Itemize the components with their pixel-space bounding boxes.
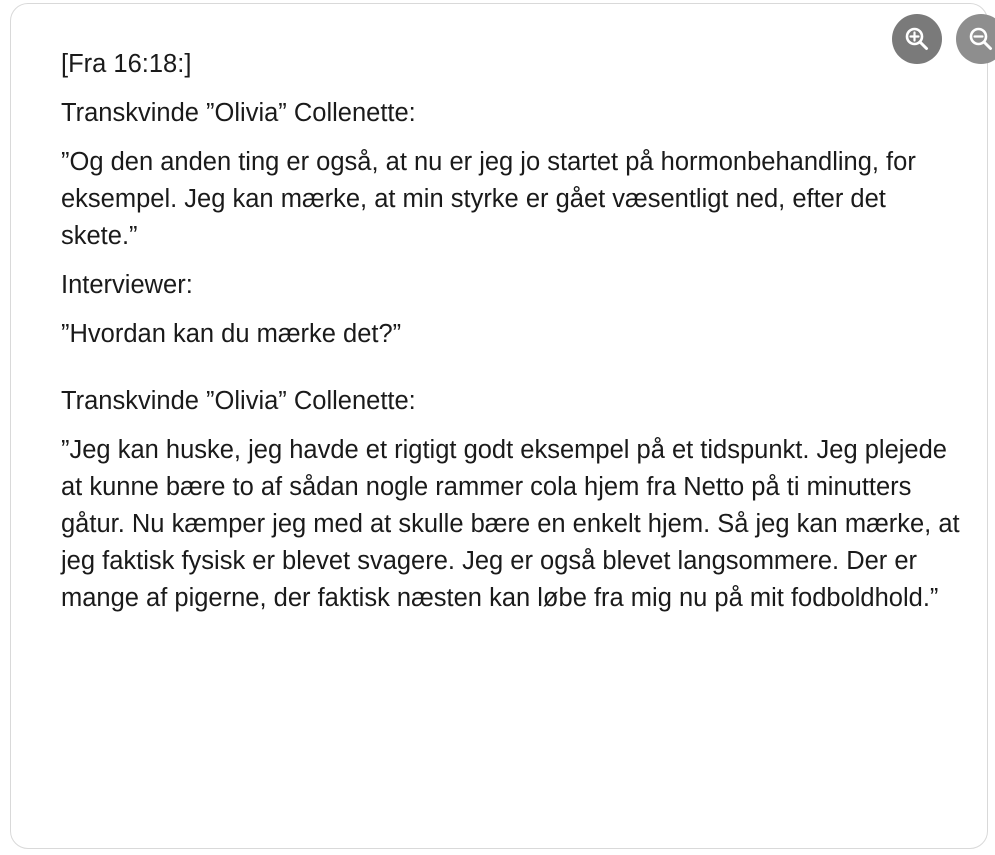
zoom-in-button[interactable] (892, 14, 942, 64)
quote-text: ”Jeg kan huske, jeg havde et rigtigt godt eksempel på et tidspunkt. Jeg plejede at kunne bære to af sådan nogle rammer cola hjem fra Netto på ti minutters gåtur. Nu kæmper jeg med at skulle bære en enkelt hjem. Så jeg kan mærke, at jeg faktisk fysisk er blevet svagere. Jeg er også blevet langsommere. Der er mange af pigerne, der faktisk næsten kan løbe fra mig nu på mit fodboldhold.” (61, 436, 960, 612)
transcript-content (61, 46, 961, 629)
speaker-label: Transkvinde ”Olivia” Collenette: (61, 387, 416, 415)
speaker-label: Transkvinde ”Olivia” Collenette: (61, 99, 416, 127)
quote-text: ”Hvordan kan du mærke det?” (61, 320, 402, 348)
quote-text: ”Og den anden ting er også, at nu er jeg jo startet på hormonbehandling, for eksempel. Jeg kan mærke, at min styrke er gået væsentligt ned, efter det skete.” (61, 148, 916, 250)
transcript-card (10, 3, 988, 849)
zoom-in-icon (903, 25, 931, 53)
zoom-out-icon (967, 25, 995, 53)
timestamp: [Fra 16:18:] (61, 50, 192, 78)
speaker-label: Interviewer: (61, 271, 193, 299)
